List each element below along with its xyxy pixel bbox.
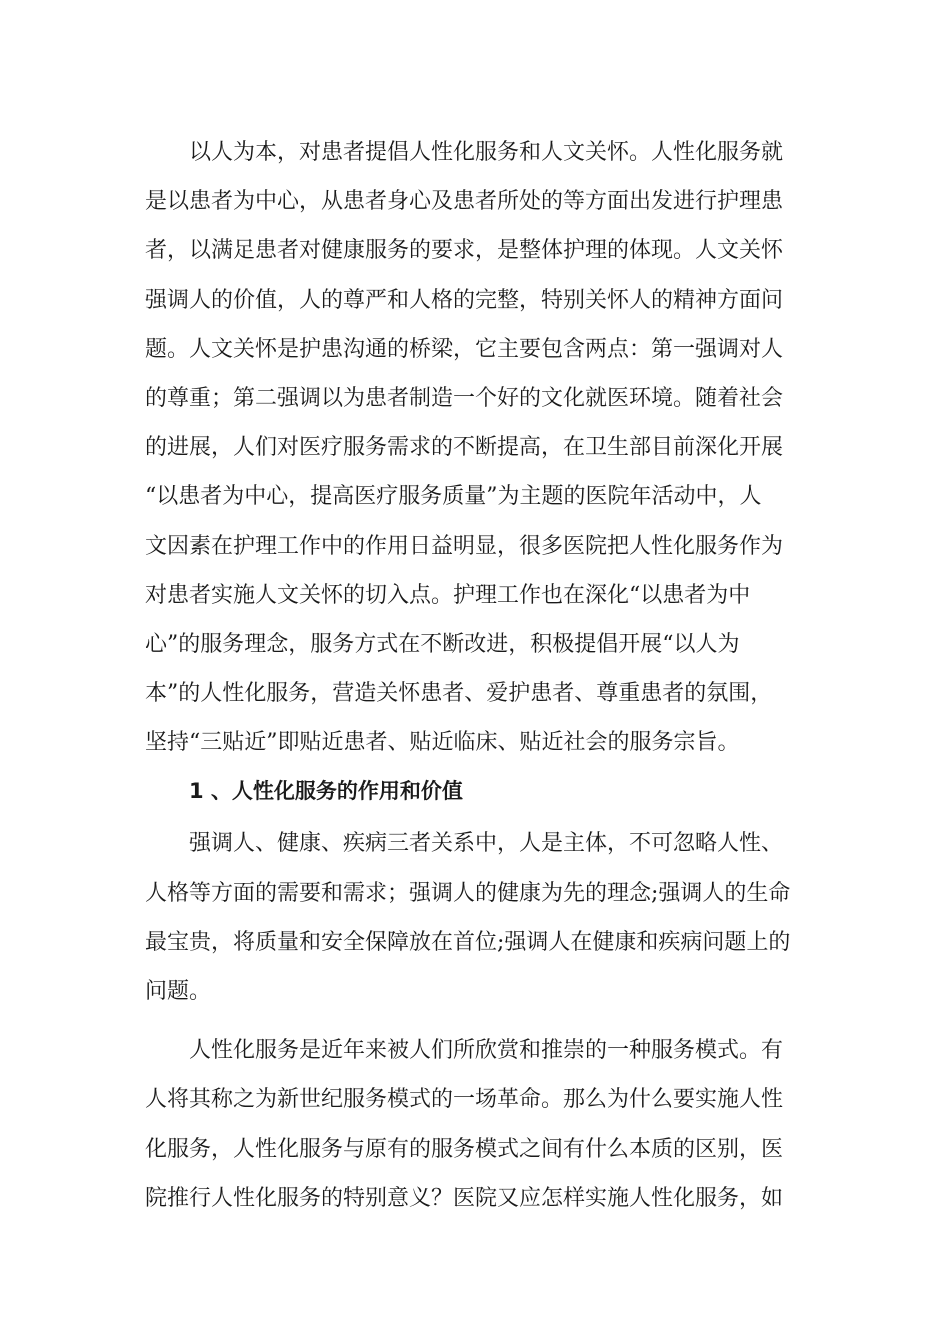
paragraph-line: 者，以满足患者对健康服务的要求，是整体护理的体现。人文关怀 <box>145 238 784 264</box>
paragraph-line: “以患者为中心，提高医疗服务质量”为主题的医院年活动中，人 <box>145 484 762 510</box>
paragraph-line: 对患者实施人文关怀的切入点。护理工作也在深化“以患者为中 <box>145 582 751 608</box>
paragraph-line: 强调人的价值，人的尊严和人格的完整，特别关怀人的精神方面问 <box>145 287 784 313</box>
paragraph-line: 院推行人性化服务的特别意义？医院又应怎样实施人性化服务，如 <box>145 1185 784 1211</box>
paragraph-line: 坚持“三贴近”即贴近患者、贴近临床、贴近社会的服务宗旨。 <box>145 730 740 756</box>
paragraph-line: 人将其称之为新世纪服务模式的一场革命。那么为什么要实施人性 <box>145 1087 784 1113</box>
document-body <box>145 128 797 1223</box>
paragraph-line: 强调人、健康、疾病三者关系中，人是主体，不可忽略人性、 <box>189 831 784 857</box>
paragraph-line: 的尊重；第二强调以为患者制造一个好的文化就医环境。随着社会 <box>145 385 784 411</box>
paragraph-line: 人性化服务是近年来被人们所欣赏和推崇的一种服务模式。有 <box>189 1038 784 1064</box>
paragraph-patient-centered-care <box>145 128 797 767</box>
paragraph-line: 本”的人性化服务，营造关怀患者、爱护患者、尊重患者的氛围， <box>145 681 773 707</box>
paragraph-line: 问题。 <box>145 979 212 1004</box>
paragraph-service-model <box>145 1026 797 1223</box>
paragraph-spacer <box>145 1016 797 1026</box>
paragraph-line: 题。人文关怀是护患沟通的桥梁，它主要包含两点：第一强调对人 <box>145 336 784 362</box>
paragraph-line: 最宝贵，将质量和安全保障放在首位;强调人在健康和疾病问题上的 <box>145 929 791 955</box>
paragraph-role-and-value <box>145 819 797 1016</box>
section-heading: 1 、人性化服务的作用和价值 <box>189 779 463 804</box>
paragraph-line: 人格等方面的需要和需求；强调人的健康为先的理念;强调人的生命 <box>145 880 791 906</box>
paragraph-line: 的进展，人们对医疗服务需求的不断提高，在卫生部目前深化开展 <box>145 435 784 461</box>
paragraph-line: 心”的服务理念，服务方式在不断改进，积极提倡开展“以人为 <box>145 631 740 657</box>
paragraph-line: 是以患者为中心，从患者身心及患者所处的等方面出发进行护理患 <box>145 189 784 215</box>
paragraph-line: 文因素在护理工作中的作用日益明显，很多医院把人性化服务作为 <box>145 533 784 559</box>
paragraph-line: 化服务，人性化服务与原有的服务模式之间有什么本质的区别，医 <box>145 1136 784 1162</box>
paragraph-line: 以人为本，对患者提倡人性化服务和人文关怀。人性化服务就 <box>189 140 784 165</box>
